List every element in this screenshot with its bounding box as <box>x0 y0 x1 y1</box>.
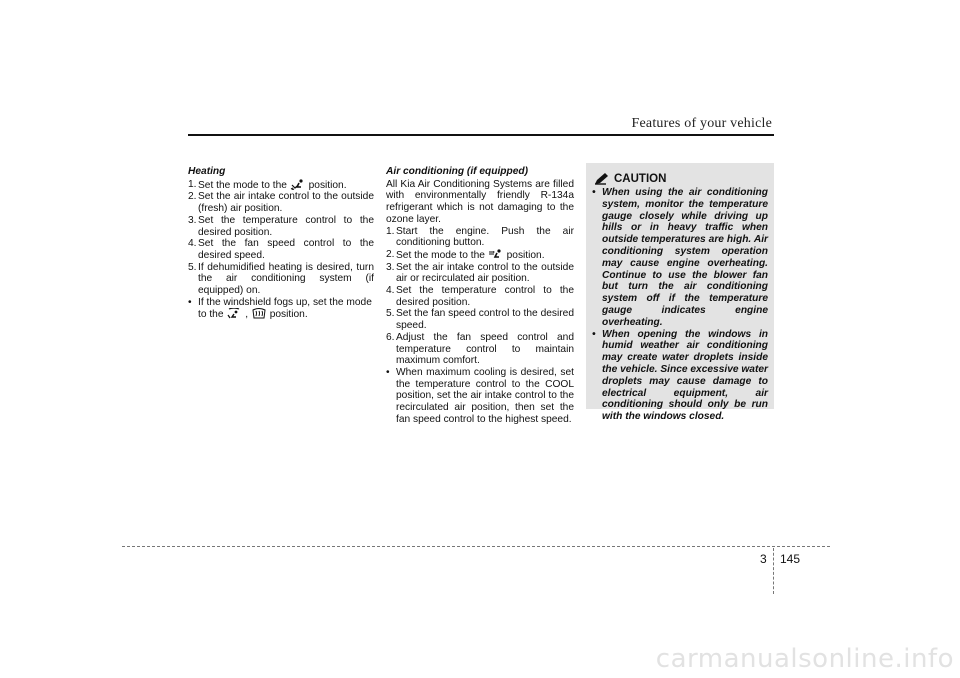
heating-step-3: 3. Set the temperature control to the desired position. <box>188 214 374 238</box>
page-number: 145 <box>780 552 801 566</box>
chapter-number: 3 <box>760 552 767 566</box>
ac-step-2: 2. Set the mode to the position. <box>386 248 545 261</box>
footer-vertical-rule <box>773 548 774 594</box>
ac-step-4: 4. Set the temperature control to the desired position. <box>386 285 574 308</box>
caution-box <box>586 163 774 423</box>
defrost-mode-icon <box>251 308 267 319</box>
footer-dashed-rule <box>122 546 830 547</box>
heating-step-2: 2. Set the air intake control to the outside (fresh) air position. <box>188 191 374 215</box>
ac-bullet: • When maximum cooling is desired, set the temperature control to the COOL position, set the air intake control to the recirculated air position, then set the fan speed control to the highest speed. <box>386 366 574 425</box>
caution-heading: CAUTION <box>594 172 666 185</box>
face-mode-icon <box>488 249 504 260</box>
watermark: carmanualsonline.info <box>655 644 954 674</box>
ac-step-3: 3. Set the air intake control to the outside air or recirculated air position. <box>386 261 574 285</box>
caution-body <box>592 187 768 423</box>
ac-step-6: 6. Adjust the fan speed control and temperature control to maintain maximum comfort. <box>386 331 574 367</box>
ac-step-1: 1. Start the engine. Push the air conditioning button. <box>386 225 574 249</box>
heating-step-1: 1. Set the mode to the position. <box>188 178 347 191</box>
caution-item: • When using the air conditioning system, monitor the temperature gauge closely while driving up hills or in heavy traffic when outside temperatures are high. Air conditioning system operation may cause engine overheating. Continue to use the blower fan but turn the air conditioning system off if the temperature gauge indicates engine overheating. <box>592 187 768 328</box>
heating-step-4: 4. Set the fan speed control to the desired speed. <box>188 238 374 261</box>
ac-step-5: 5. Set the fan speed control to the desired speed. <box>386 308 574 332</box>
ac-heading: Air conditioning (if equipped) <box>386 166 529 177</box>
floor-mode-icon <box>290 179 306 190</box>
caution-pen-icon <box>594 172 610 185</box>
header-rule <box>188 134 774 136</box>
header-title: Features of your vehicle <box>631 116 772 131</box>
heating-heading: Heating <box>188 166 226 177</box>
heating-section <box>188 166 374 321</box>
ac-intro: All Kia Air Conditioning Systems are filled with environmentally friendly R-134a refrigerant which is not damaging to the ozone layer. <box>386 178 574 225</box>
caution-item: • When opening the windows in humid weather air conditioning may create water droplets inside the vehicle. Since excessive water droplets may cause damage to electrical equipment, air conditioning should only be run with the windows closed. <box>592 328 768 423</box>
heating-bullet: • If the windshield fogs up, set the mode to the , position. <box>188 296 372 321</box>
heating-step-5: 5. If dehumidified heating is desired, turn the air conditioning system (if equipped) on. <box>188 261 374 297</box>
ac-section <box>386 166 574 425</box>
floor-defrost-mode-icon <box>226 308 242 319</box>
